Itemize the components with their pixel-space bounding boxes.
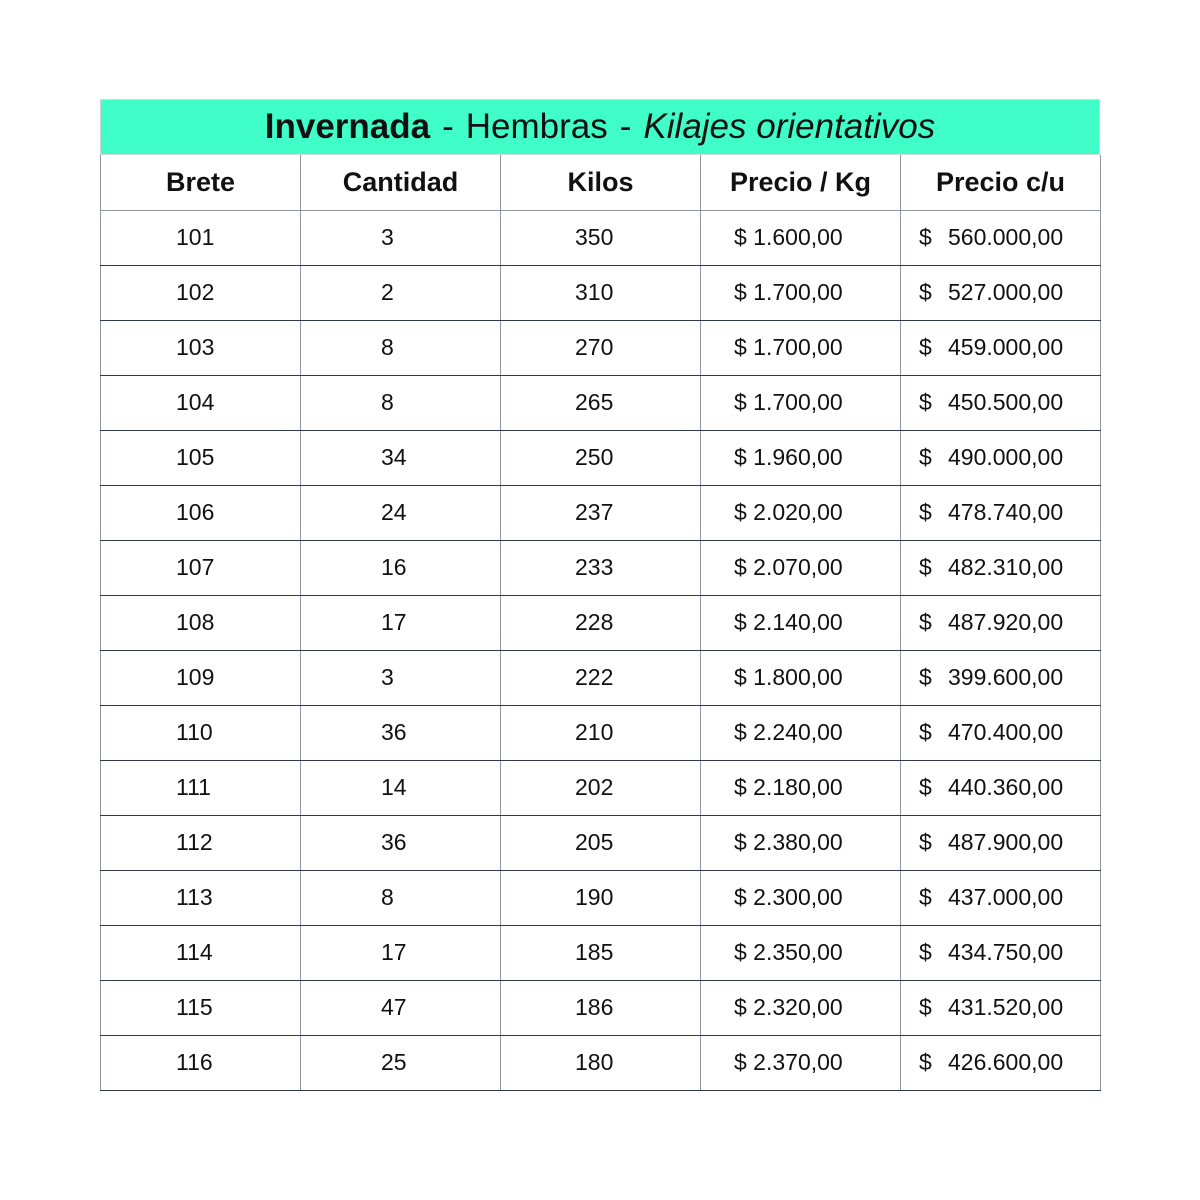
price-per-unit-value: 482.310,00 xyxy=(948,554,1064,580)
title-type: Hembras xyxy=(465,107,608,146)
price-per-unit-value: 426.600,00 xyxy=(948,1049,1064,1075)
cell-precio-cu xyxy=(901,595,1101,650)
currency-symbol: $ xyxy=(919,334,932,360)
table-body xyxy=(101,210,1101,1090)
price-per-unit-value: 478.740,00 xyxy=(948,499,1064,525)
cell-precio-kg: $ 2.240,00 xyxy=(701,705,901,760)
currency-symbol: $ xyxy=(919,609,932,635)
price-per-unit-value: 490.000,00 xyxy=(948,444,1064,470)
cell-precio-cu xyxy=(901,265,1101,320)
cell-kilos: 265 xyxy=(501,375,701,430)
cell-precio-kg: $ 1.960,00 xyxy=(701,430,901,485)
currency-symbol: $ xyxy=(919,994,932,1020)
cell-precio-kg: $ 2.300,00 xyxy=(701,870,901,925)
cell-brete: 109 xyxy=(101,650,301,705)
cell-precio-cu xyxy=(901,485,1101,540)
currency-symbol: $ xyxy=(919,884,932,910)
cell-precio-kg: $ 2.020,00 xyxy=(701,485,901,540)
table-row xyxy=(101,540,1101,595)
cell-kilos: 190 xyxy=(501,870,701,925)
cell-brete: 102 xyxy=(101,265,301,320)
cell-cantidad: 36 xyxy=(301,705,501,760)
cell-brete: 111 xyxy=(101,760,301,815)
header-kilos: Kilos xyxy=(501,155,701,210)
table-title-bar xyxy=(100,99,1100,155)
table-row xyxy=(101,595,1101,650)
price-per-unit-value: 437.000,00 xyxy=(948,884,1064,910)
currency-symbol: $ xyxy=(919,939,932,965)
cell-kilos: 185 xyxy=(501,925,701,980)
cell-precio-cu xyxy=(901,650,1101,705)
currency-symbol: $ xyxy=(919,774,932,800)
cell-kilos: 228 xyxy=(501,595,701,650)
currency-symbol: $ xyxy=(919,554,932,580)
cell-brete: 104 xyxy=(101,375,301,430)
table-row xyxy=(101,980,1101,1035)
price-per-unit-value: 560.000,00 xyxy=(948,224,1064,250)
price-table xyxy=(100,155,1101,1091)
currency-symbol: $ xyxy=(919,1049,932,1075)
cell-precio-cu xyxy=(901,705,1101,760)
cell-kilos: 202 xyxy=(501,760,701,815)
cell-brete: 105 xyxy=(101,430,301,485)
price-per-unit-value: 450.500,00 xyxy=(948,389,1064,415)
table-row xyxy=(101,210,1101,265)
price-per-unit-value: 470.400,00 xyxy=(948,719,1064,745)
title-separator: - xyxy=(619,107,632,146)
cell-precio-cu xyxy=(901,540,1101,595)
table-row xyxy=(101,760,1101,815)
price-per-unit-value: 434.750,00 xyxy=(948,939,1064,965)
cell-cantidad: 3 xyxy=(301,650,501,705)
cell-kilos: 210 xyxy=(501,705,701,760)
cell-precio-kg: $ 2.350,00 xyxy=(701,925,901,980)
price-per-unit-value: 440.360,00 xyxy=(948,774,1064,800)
table-row xyxy=(101,705,1101,760)
cell-precio-cu xyxy=(901,760,1101,815)
table-row xyxy=(101,265,1101,320)
price-per-unit-value: 399.600,00 xyxy=(948,664,1064,690)
cell-precio-kg: $ 2.320,00 xyxy=(701,980,901,1035)
cell-kilos: 310 xyxy=(501,265,701,320)
cell-cantidad: 8 xyxy=(301,320,501,375)
cell-precio-kg: $ 1.700,00 xyxy=(701,265,901,320)
table-row xyxy=(101,925,1101,980)
header-brete: Brete xyxy=(101,155,301,210)
cell-kilos: 233 xyxy=(501,540,701,595)
table-row xyxy=(101,1035,1101,1090)
cell-kilos: 180 xyxy=(501,1035,701,1090)
currency-symbol: $ xyxy=(919,389,932,415)
cell-precio-kg: $ 2.070,00 xyxy=(701,540,901,595)
cell-precio-cu xyxy=(901,815,1101,870)
cell-kilos: 237 xyxy=(501,485,701,540)
cell-cantidad: 14 xyxy=(301,760,501,815)
price-per-unit-value: 487.920,00 xyxy=(948,609,1064,635)
cell-precio-cu xyxy=(901,980,1101,1035)
cell-precio-kg: $ 1.600,00 xyxy=(701,210,901,265)
table-row xyxy=(101,375,1101,430)
cell-cantidad: 47 xyxy=(301,980,501,1035)
cell-cantidad: 17 xyxy=(301,925,501,980)
header-precio-kg: Precio / Kg xyxy=(701,155,901,210)
cell-brete: 108 xyxy=(101,595,301,650)
table-row xyxy=(101,650,1101,705)
cell-brete: 116 xyxy=(101,1035,301,1090)
cell-kilos: 270 xyxy=(501,320,701,375)
table-row xyxy=(101,815,1101,870)
cell-cantidad: 8 xyxy=(301,375,501,430)
price-per-unit-value: 527.000,00 xyxy=(948,279,1064,305)
cell-precio-kg: $ 2.140,00 xyxy=(701,595,901,650)
cell-kilos: 222 xyxy=(501,650,701,705)
cell-precio-kg: $ 1.700,00 xyxy=(701,375,901,430)
cell-brete: 112 xyxy=(101,815,301,870)
cell-cantidad: 34 xyxy=(301,430,501,485)
header-row xyxy=(101,155,1101,210)
cell-cantidad: 36 xyxy=(301,815,501,870)
cell-cantidad: 16 xyxy=(301,540,501,595)
cell-precio-cu xyxy=(901,375,1101,430)
price-per-unit-value: 487.900,00 xyxy=(948,829,1064,855)
cell-precio-kg: $ 1.700,00 xyxy=(701,320,901,375)
cell-precio-cu xyxy=(901,1035,1101,1090)
cell-brete: 114 xyxy=(101,925,301,980)
cell-precio-cu xyxy=(901,925,1101,980)
cell-cantidad: 25 xyxy=(301,1035,501,1090)
currency-symbol: $ xyxy=(919,499,932,525)
price-per-unit-value: 431.520,00 xyxy=(948,994,1064,1020)
price-per-unit-value: 459.000,00 xyxy=(948,334,1064,360)
cell-precio-cu xyxy=(901,210,1101,265)
cell-precio-kg: $ 2.370,00 xyxy=(701,1035,901,1090)
table-row xyxy=(101,870,1101,925)
cell-brete: 107 xyxy=(101,540,301,595)
currency-symbol: $ xyxy=(919,444,932,470)
currency-symbol: $ xyxy=(919,279,932,305)
cell-kilos: 350 xyxy=(501,210,701,265)
cell-brete: 101 xyxy=(101,210,301,265)
table-row xyxy=(101,430,1101,485)
cell-brete: 110 xyxy=(101,705,301,760)
cell-kilos: 250 xyxy=(501,430,701,485)
cell-brete: 115 xyxy=(101,980,301,1035)
currency-symbol: $ xyxy=(919,224,932,250)
price-table-sheet xyxy=(100,99,1100,1091)
cell-precio-cu xyxy=(901,870,1101,925)
title-separator: - xyxy=(442,107,454,146)
cell-kilos: 186 xyxy=(501,980,701,1035)
cell-brete: 103 xyxy=(101,320,301,375)
cell-cantidad: 3 xyxy=(301,210,501,265)
cell-precio-cu xyxy=(901,320,1101,375)
header-precio-cu: Precio c/u xyxy=(901,155,1101,210)
table-row xyxy=(101,320,1101,375)
title-note: Kilajes orientativos xyxy=(643,107,936,146)
table-row xyxy=(101,485,1101,540)
cell-cantidad: 8 xyxy=(301,870,501,925)
cell-cantidad: 17 xyxy=(301,595,501,650)
cell-cantidad: 24 xyxy=(301,485,501,540)
currency-symbol: $ xyxy=(919,664,932,690)
cell-precio-cu xyxy=(901,430,1101,485)
cell-kilos: 205 xyxy=(501,815,701,870)
cell-brete: 113 xyxy=(101,870,301,925)
cell-brete: 106 xyxy=(101,485,301,540)
header-cantidad: Cantidad xyxy=(301,155,501,210)
cell-precio-kg: $ 2.380,00 xyxy=(701,815,901,870)
cell-cantidad: 2 xyxy=(301,265,501,320)
currency-symbol: $ xyxy=(919,829,932,855)
cell-precio-kg: $ 1.800,00 xyxy=(701,650,901,705)
cell-precio-kg: $ 2.180,00 xyxy=(701,760,901,815)
title-category: Invernada xyxy=(264,107,431,146)
currency-symbol: $ xyxy=(919,719,932,745)
